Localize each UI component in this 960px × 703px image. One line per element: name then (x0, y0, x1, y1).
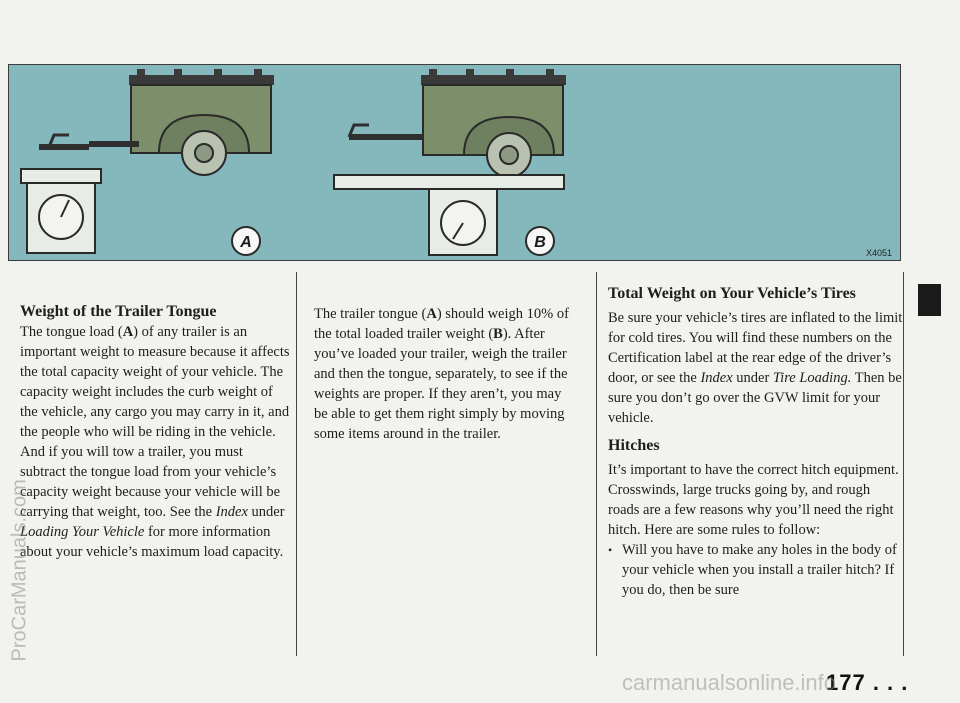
figure-code: X4051 (865, 248, 892, 258)
watermark-side-text: ProCarManuals.com (8, 479, 31, 662)
page-number: 177 . . . (826, 670, 909, 695)
label-a: A (240, 234, 252, 251)
column-total-weight-hitches (608, 284, 904, 600)
label-a-marker (232, 227, 260, 255)
text-bold-a: A (426, 306, 437, 322)
text-run: The trailer tongue ( (314, 306, 427, 322)
paragraph-tongue-proportion (314, 304, 576, 444)
text-run: under (732, 370, 773, 386)
text-italic-index: Index (700, 370, 733, 386)
text-run: ). After you’ve loaded your trailer, weigh the trailer and then the tongue, separately, to see if the weights are proper. If they aren’t, you may be able to get them right simply by moving some items around in the trailer. (314, 326, 568, 442)
text-italic-tire-loading: Tire Loading. (772, 370, 852, 386)
column-tongue-proportion (314, 304, 576, 444)
bullet-item-holes (608, 540, 904, 600)
text-run: Be sure your vehicle’s tires are inflated to the limit for cold tires. You will find these numbers on the Certification label at the rear edge of the driver’s door, or see the (608, 310, 903, 386)
text-run: for more information about your vehicle’s maximum load capacity. (20, 524, 284, 560)
text-run: The tongue load ( (20, 324, 123, 340)
heading-trailer-tongue: Weight of the Trailer Tongue (20, 303, 217, 320)
text-run: ) should weigh 10% of the total loaded trailer weight ( (314, 306, 569, 342)
text-run: Then be sure you don’t go over the GVW limit for your vehicle. (608, 370, 902, 426)
text-bold-a: A (122, 324, 134, 340)
watermark-bottom-text: carmanualsonline.info (622, 670, 837, 695)
heading-total-weight: Total Weight on Your Vehicle’s Tires (608, 285, 856, 302)
text-italic-loading-vehicle: Loading Your Vehicle (20, 524, 145, 540)
text-run: Will you have to make any holes in the body of your vehicle when you install a trailer hitch? If you do, then be sure (622, 542, 897, 598)
paragraph-hitch-equipment: It’s important to have the correct hitch equipment. Crosswinds, large trucks going by, and rough roads are a few reasons why you’ll need the right hitch. Here are some rules to follow: (608, 462, 899, 538)
column-divider-1 (296, 272, 297, 656)
trailer-right (349, 69, 566, 177)
section-tab-marker (918, 284, 941, 316)
trailer-left (39, 69, 274, 175)
column-tongue-weight (20, 302, 290, 562)
column-divider-2 (596, 272, 597, 656)
trailer-weighing-illustration (8, 64, 901, 261)
label-b: B (534, 234, 546, 251)
text-run: ) of any trailer is an important weight to measure because it affects the total capacity weight of your vehicle. The capacity weight includes the curb weight of the vehicle, any cargo you may carry in it, and the people who will be riding in the vehicle. And if you will tow a trailer, you must subtract the tongue load from your vehicle’s capacity weight because your vehicle will be carrying that weight, too. See the (20, 324, 290, 520)
text-bold-b: B (493, 326, 503, 342)
bullet-icon: • (608, 543, 613, 557)
paragraph-tongue-load (20, 322, 290, 562)
heading-hitches: Hitches (608, 437, 660, 454)
tongue-scale-a (21, 169, 101, 253)
text-run: under (247, 504, 285, 520)
label-b-marker (526, 227, 554, 255)
trailer-scales-drawing (9, 65, 901, 261)
paragraph-tire-inflation (608, 308, 904, 428)
text-italic-index: Index (215, 504, 248, 520)
